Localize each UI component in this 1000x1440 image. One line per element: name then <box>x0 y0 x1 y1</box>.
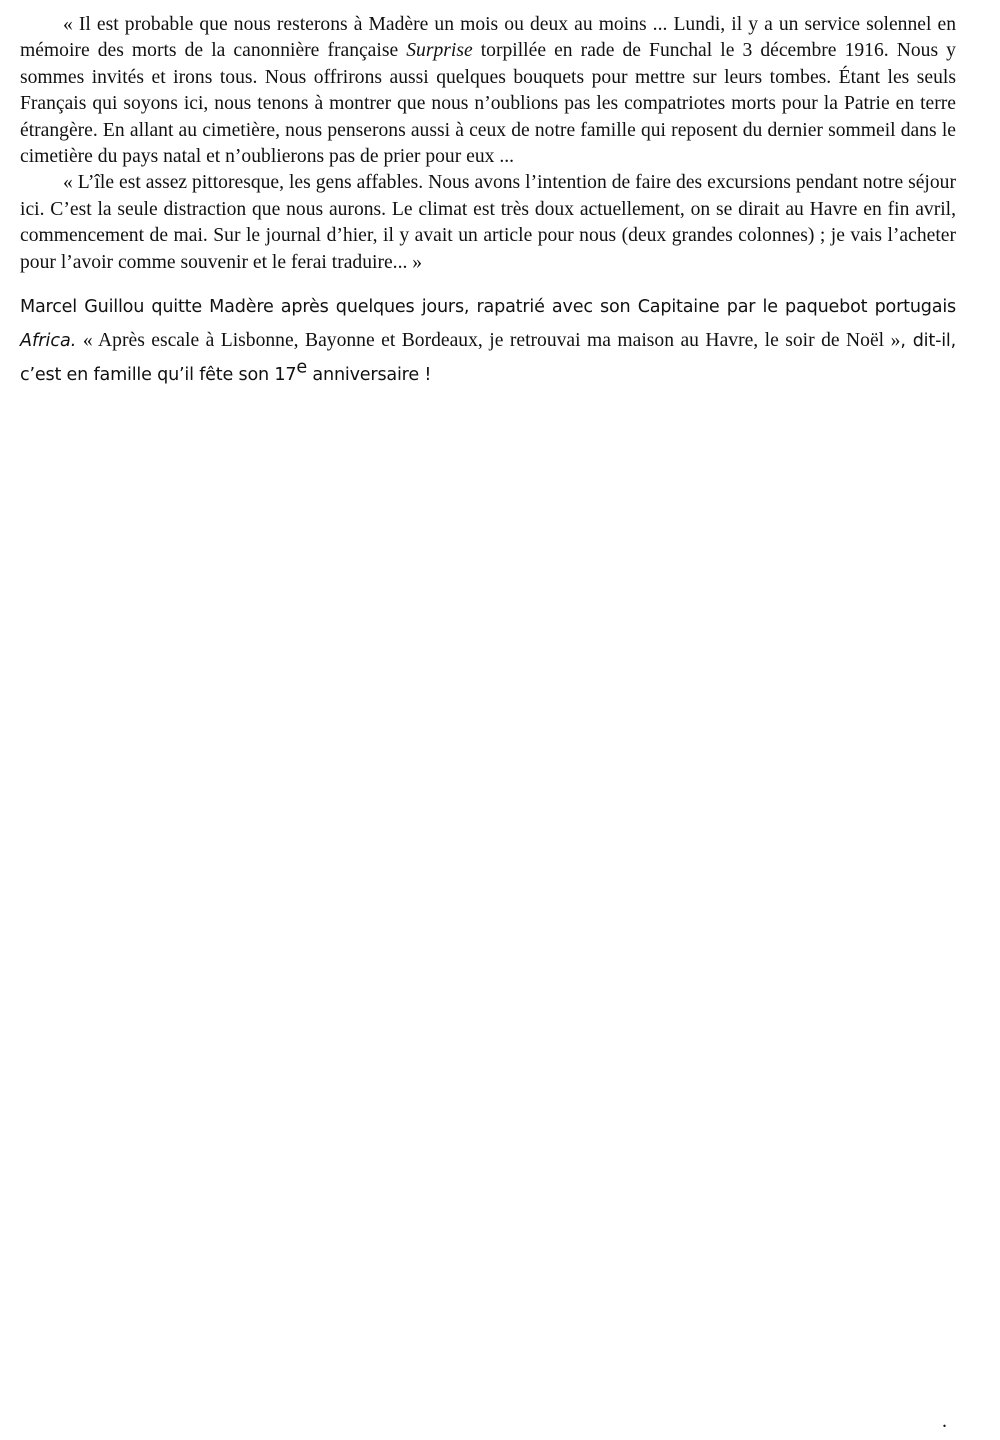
page-mark: . <box>942 1410 947 1432</box>
narrative-paragraph <box>20 290 956 392</box>
document-page <box>20 12 956 392</box>
ordinal-superscript: e <box>296 357 308 378</box>
ship-name-surprise: Surprise <box>406 40 473 62</box>
narrative-text-3: anniversaire ! <box>307 365 432 386</box>
letter-paragraph-1 <box>20 12 956 170</box>
letter-paragraph-2: « L’île est assez pittoresque, les gens affables. Nous avons l’intention de faire des excursions pendant notre séjour ici. C’est la seule distraction que nous aurons. Le climat est très doux actuellement, on se dirait au Havre en fin avril, commencement de mai. Sur le journal d’hier, il y avait un article pour nous (deux grandes colonnes) ; je vais l’acheter pour l’avoir comme souvenir et le ferai traduire... » <box>20 172 956 273</box>
narrative-text-1: Marcel Guillou quitte Madère après quelques jours, rapatrié avec son Capitaine par le paquebot portugais <box>20 297 956 318</box>
letter-paragraph-1-text-a: « Il est probable que nous resterons à Madère un mois ou deux au moins ... Lundi, il y a un service solennel en mémoire des morts de la canonnière française <box>20 14 956 62</box>
narrative-text-2: , dit-il, c’est en famille qu’il fête son 17 <box>20 331 956 386</box>
ship-name-africa: Africa. <box>20 331 77 352</box>
narrative-quote: « Après escale à Lisbonne, Bayonne et Bordeaux, je retrouvai ma maison au Havre, le soir de Noël » <box>76 330 901 352</box>
letter-paragraph-1-text-b: torpillée en rade de Funchal le 3 décembre 1916. Nous y sommes invités et irons tous. Nous offrirons aussi quelques bouquets pour mettre sur leurs tombes. Étant les seuls Français qui soyons ici, nous tenons à montrer que nous n’oublions pas les compatriotes morts pour la Patrie en terre étrangère. En allant au cimetière, nous penserons aussi à ceux de notre famille qui reposent du dernier sommeil dans le cimetière du pays natal et n’oublierons pas de prier pour eux ... <box>20 40 956 168</box>
